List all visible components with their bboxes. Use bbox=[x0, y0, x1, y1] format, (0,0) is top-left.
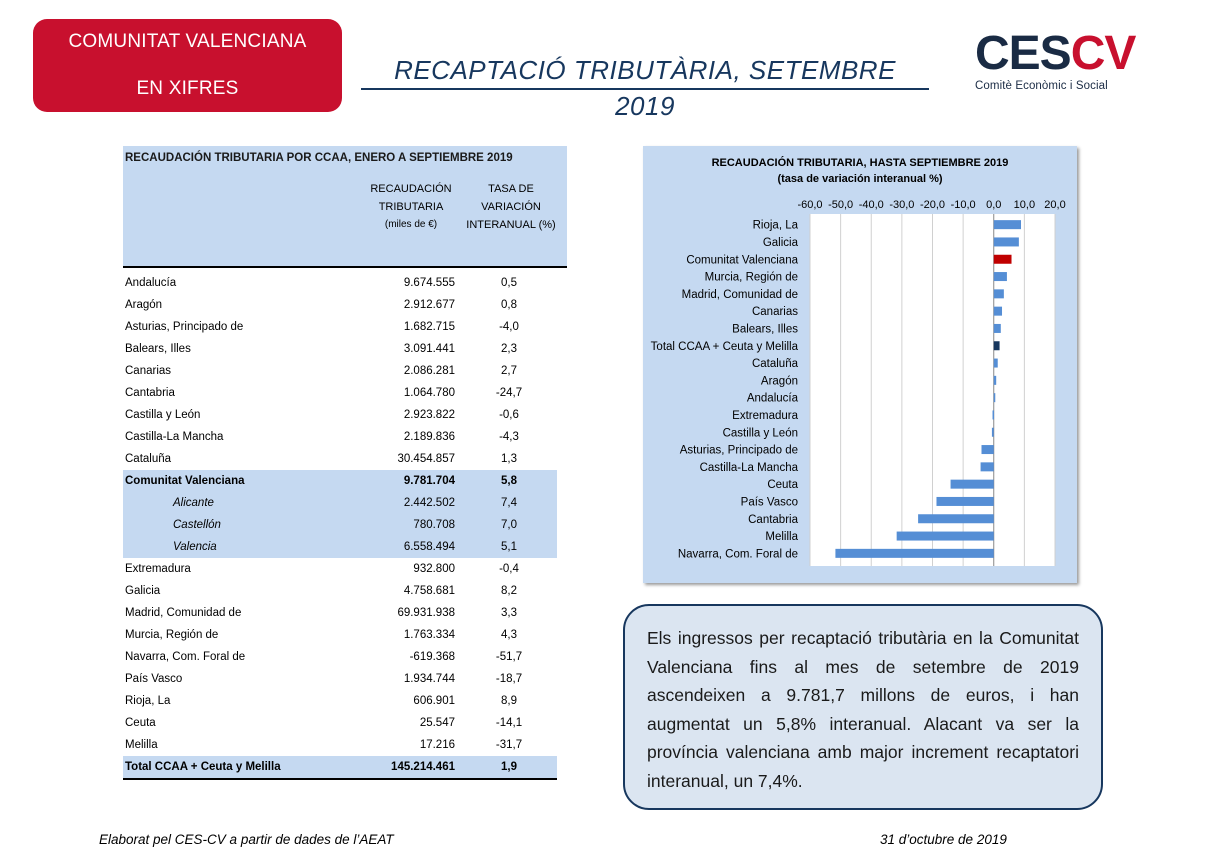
row-name: Ceuta bbox=[125, 717, 156, 729]
row-recaudacion: 6.558.494 bbox=[403, 541, 455, 553]
row-tasa: 5,1 bbox=[501, 541, 517, 553]
row-recaudacion: 2.912.677 bbox=[403, 299, 455, 311]
row-tasa: -51,7 bbox=[495, 651, 523, 663]
row-name: País Vasco bbox=[125, 673, 183, 685]
bar bbox=[994, 359, 998, 368]
row-recaudacion: 2.923.822 bbox=[403, 409, 455, 421]
bar bbox=[994, 324, 1001, 333]
bar bbox=[897, 532, 994, 541]
row-tasa: -0,6 bbox=[499, 409, 519, 421]
logo-ces: CES bbox=[975, 27, 1071, 80]
table-row-total bbox=[123, 756, 557, 780]
row-recaudacion: 9.781.704 bbox=[403, 475, 455, 487]
row-name: Canarias bbox=[125, 365, 172, 377]
bar bbox=[994, 341, 1000, 350]
row-recaudacion: 2.189.836 bbox=[403, 431, 455, 443]
col2-line2: VARIACIÓN bbox=[481, 201, 541, 213]
row-recaudacion: 932.800 bbox=[413, 563, 455, 575]
table-row bbox=[123, 426, 567, 448]
y-category-label: Andalucía bbox=[746, 392, 798, 405]
table-row bbox=[123, 492, 557, 514]
row-name: Navarra, Com. Foral de bbox=[125, 651, 246, 663]
y-category-label: Murcia, Región de bbox=[704, 271, 798, 284]
row-tasa: 0,8 bbox=[501, 299, 517, 311]
col2-line3: INTERANUAL (%) bbox=[466, 219, 556, 231]
row-tasa: -31,7 bbox=[495, 739, 523, 751]
row-recaudacion: 17.216 bbox=[419, 739, 455, 751]
row-recaudacion: 9.674.555 bbox=[403, 277, 455, 289]
y-category-label: Navarra, Com. Foral de bbox=[677, 548, 798, 561]
bar bbox=[994, 255, 1012, 264]
y-category-label: Cantabria bbox=[748, 513, 798, 526]
y-category-label: Comunitat Valenciana bbox=[686, 254, 798, 267]
row-tasa: 4,3 bbox=[501, 629, 517, 641]
row-name: Castilla y León bbox=[125, 409, 201, 421]
row-tasa: -18,7 bbox=[495, 673, 523, 685]
chart-panel bbox=[643, 146, 1077, 583]
y-category-label: Aragón bbox=[760, 375, 798, 388]
row-recaudacion: 1.682.715 bbox=[403, 321, 455, 333]
row-recaudacion: 780.708 bbox=[413, 519, 455, 531]
row-tasa: 7,0 bbox=[501, 519, 517, 531]
table-row bbox=[123, 294, 567, 316]
row-tasa: 5,8 bbox=[501, 475, 517, 487]
logo-subtitle: Comitè Econòmic i Social bbox=[975, 80, 1108, 92]
col1-line3: (miles de €) bbox=[384, 219, 438, 230]
logo-cv: CV bbox=[1070, 27, 1136, 80]
bar bbox=[918, 514, 994, 523]
row-recaudacion: 3.091.441 bbox=[403, 343, 455, 355]
bar bbox=[994, 272, 1007, 281]
x-tick-label: -20,0 bbox=[919, 199, 946, 211]
row-recaudacion: 69.931.938 bbox=[397, 607, 455, 619]
row-recaudacion: -619.368 bbox=[409, 651, 455, 663]
row-tasa: -24,7 bbox=[495, 387, 523, 399]
bar bbox=[994, 220, 1021, 229]
badge-line-1: COMUNITAT VALENCIANA bbox=[68, 31, 307, 53]
table-row bbox=[123, 404, 567, 426]
row-name: Total CCAA + Ceuta y Melilla bbox=[125, 761, 281, 773]
page-title: RECAPTACIÓ TRIBUTÀRIA, SETEMBRE 2019 bbox=[361, 52, 929, 90]
row-recaudacion: 4.758.681 bbox=[403, 585, 455, 597]
y-category-label: Cataluña bbox=[751, 358, 798, 371]
x-tick-label: 20,0 bbox=[1044, 199, 1066, 211]
row-name: Galicia bbox=[125, 585, 161, 597]
x-tick-label: 10,0 bbox=[1013, 199, 1036, 211]
y-category-label: Extremadura bbox=[732, 409, 798, 422]
logo-mark bbox=[975, 27, 1136, 80]
column-header-tasa bbox=[461, 180, 561, 234]
row-name: Extremadura bbox=[125, 563, 191, 575]
x-tick-label: -40,0 bbox=[858, 199, 884, 211]
row-name: Cantabria bbox=[125, 387, 175, 399]
y-category-label: Castilla y León bbox=[722, 427, 798, 440]
bar bbox=[992, 428, 994, 437]
row-name: Alicante bbox=[173, 497, 214, 509]
y-category-label: Rioja, La bbox=[752, 219, 798, 232]
footer-source: Elaborat pel CES-CV a partir de dades de l’AEAT bbox=[99, 832, 394, 847]
row-name: Melilla bbox=[125, 739, 158, 751]
chart-subtitle: (tasa de variación interanual %) bbox=[777, 173, 943, 185]
y-category-label: Melilla bbox=[765, 531, 798, 544]
y-category-label: Ceuta bbox=[767, 479, 798, 492]
row-name: Cataluña bbox=[125, 453, 172, 465]
row-tasa: 2,3 bbox=[501, 343, 517, 355]
row-recaudacion: 2.442.502 bbox=[403, 497, 455, 509]
row-name: Castilla-La Mancha bbox=[125, 431, 224, 443]
table-row bbox=[123, 470, 557, 492]
table-row bbox=[123, 646, 567, 668]
summary-note: Els ingressos per recaptació tributària en la Comunitat Valenciana fins al mes de setembre de 2019 ascendeixen a 9.781,7 millons de euros, i han augmentat un 5,8% interanual. Alacant va ser la província valenciana amb major increment recaptatori interanual, un 7,4%. bbox=[623, 604, 1103, 810]
bar bbox=[993, 410, 995, 419]
y-category-label: Madrid, Comunidad de bbox=[681, 288, 798, 301]
bar bbox=[994, 307, 1002, 316]
table-row bbox=[123, 514, 557, 536]
bar bbox=[982, 445, 994, 454]
column-header-recaudacion bbox=[361, 180, 461, 234]
table-row bbox=[123, 382, 567, 404]
bar bbox=[981, 462, 994, 471]
table-row bbox=[123, 360, 567, 382]
bar bbox=[951, 480, 994, 489]
row-name: Castellón bbox=[173, 519, 221, 531]
table-row bbox=[123, 580, 567, 602]
table-row bbox=[123, 448, 567, 470]
bar bbox=[994, 393, 996, 402]
x-tick-label: -50,0 bbox=[828, 199, 854, 211]
row-tasa: -14,1 bbox=[495, 717, 523, 729]
row-name: Balears, Illes bbox=[125, 343, 191, 355]
section-badge bbox=[33, 19, 342, 112]
row-name: Aragón bbox=[125, 299, 163, 311]
row-recaudacion: 25.547 bbox=[419, 717, 455, 729]
row-tasa: -0,4 bbox=[499, 563, 519, 575]
bar bbox=[994, 237, 1019, 246]
col1-line1: RECAUDACIÓN bbox=[370, 183, 452, 195]
y-category-label: Galicia bbox=[762, 236, 798, 249]
y-category-label: Canarias bbox=[751, 306, 798, 319]
row-tasa: 8,9 bbox=[501, 695, 517, 707]
row-tasa: 1,9 bbox=[501, 761, 517, 773]
row-tasa: 3,3 bbox=[501, 607, 517, 619]
row-recaudacion: 1.763.334 bbox=[403, 629, 455, 641]
row-tasa: 1,3 bbox=[501, 453, 517, 465]
table-row bbox=[123, 602, 567, 624]
cescv-logo bbox=[975, 27, 1136, 100]
footer-date: 31 d’octubre de 2019 bbox=[880, 832, 1007, 847]
row-name: Comunitat Valenciana bbox=[125, 475, 245, 487]
table-row bbox=[123, 338, 567, 360]
row-recaudacion: 1.934.744 bbox=[403, 673, 455, 685]
row-tasa: -4,3 bbox=[499, 431, 519, 443]
row-tasa: 8,2 bbox=[501, 585, 517, 597]
bar bbox=[936, 497, 993, 506]
row-tasa: 7,4 bbox=[501, 497, 517, 509]
table-row bbox=[123, 668, 567, 690]
row-recaudacion: 145.214.461 bbox=[391, 761, 455, 773]
y-category-label: Total CCAA + Ceuta y Melilla bbox=[650, 340, 798, 353]
table-row bbox=[123, 536, 557, 558]
x-tick-label: -10,0 bbox=[950, 199, 976, 211]
row-name: Murcia, Región de bbox=[125, 629, 219, 641]
row-recaudacion: 2.086.281 bbox=[403, 365, 455, 377]
recaudacion-table bbox=[123, 146, 567, 780]
row-recaudacion: 30.454.857 bbox=[397, 453, 455, 465]
row-name: Madrid, Comunidad de bbox=[125, 607, 242, 619]
row-tasa: 0,5 bbox=[501, 277, 517, 289]
row-recaudacion: 1.064.780 bbox=[403, 387, 455, 399]
bar-chart bbox=[643, 146, 1077, 583]
y-category-label: Castilla-La Mancha bbox=[699, 461, 798, 474]
y-category-label: Asturias, Principado de bbox=[679, 444, 798, 457]
x-tick-label: 0,0 bbox=[986, 199, 1002, 211]
table-row bbox=[123, 558, 567, 580]
y-category-label: País Vasco bbox=[740, 496, 798, 509]
col1-line2: TRIBUTARIA bbox=[378, 201, 444, 213]
table-row bbox=[123, 734, 567, 756]
x-tick-label: -30,0 bbox=[889, 199, 915, 211]
table-row bbox=[123, 712, 567, 734]
table-row bbox=[123, 690, 567, 712]
bar bbox=[835, 549, 993, 558]
table-row bbox=[123, 272, 567, 294]
row-recaudacion: 606.901 bbox=[413, 695, 455, 707]
row-name: Rioja, La bbox=[125, 695, 171, 707]
bar bbox=[994, 289, 1004, 298]
row-tasa: -4,0 bbox=[499, 321, 519, 333]
chart-title: RECAUDACIÓN TRIBUTARIA, HASTA SEPTIEMBRE 2019 bbox=[711, 157, 1009, 169]
table-body bbox=[123, 272, 567, 756]
y-category-label: Balears, Illes bbox=[732, 323, 798, 336]
table-header bbox=[123, 170, 567, 268]
table-row bbox=[123, 316, 567, 338]
row-name: Valencia bbox=[173, 541, 217, 553]
row-name: Andalucía bbox=[125, 277, 177, 289]
row-name: Asturias, Principado de bbox=[125, 321, 244, 333]
table-title: RECAUDACIÓN TRIBUTARIA POR CCAA, ENERO A SEPTIEMBRE 2019 bbox=[123, 146, 567, 170]
row-tasa: 2,7 bbox=[501, 365, 517, 377]
x-tick-label: -60,0 bbox=[797, 199, 823, 211]
col2-line1: TASA DE bbox=[488, 183, 534, 195]
table-row bbox=[123, 624, 567, 646]
bar bbox=[994, 376, 996, 385]
badge-line-2: EN XIFRES bbox=[136, 77, 239, 99]
